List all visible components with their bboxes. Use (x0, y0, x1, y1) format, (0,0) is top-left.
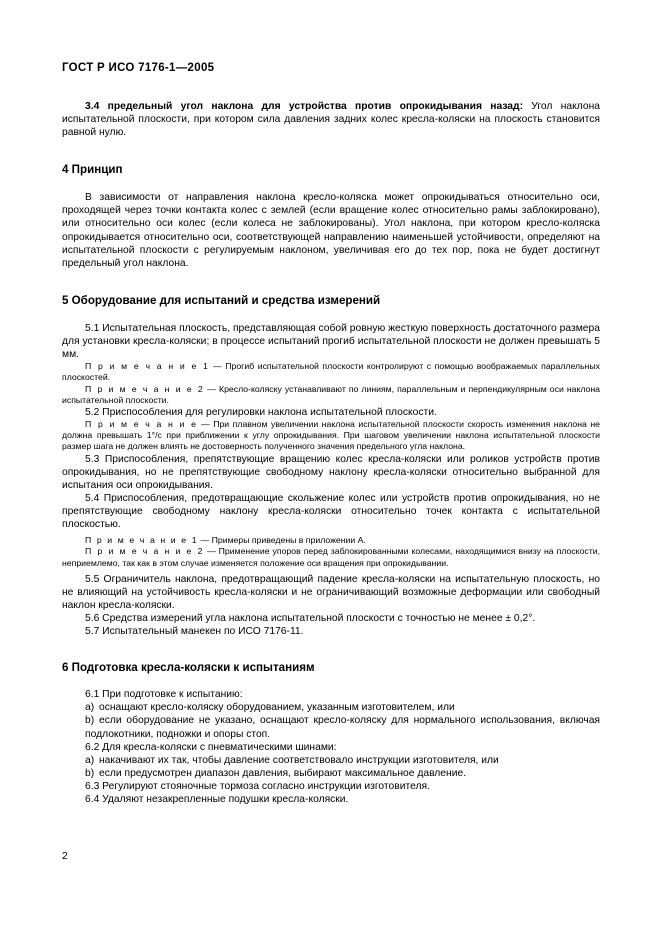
section-6-heading-wrap (62, 661, 600, 675)
section-4-body: В зависимости от направления наклона кресло-коляска может опрокидываться относительно оси, проходящей через точки контакта колес с землей (если вращение колес относительно рамы заблокировано), или относительно оси колес (если колеса не заблокированы). Угол наклона, при котором кресло-коляска опрокидывается относительно оси, соответствующей направлению наименьшей устойчивости, определяют на испытательной плоскости с регулируемым наклоном, увеличивая его до тех пор, пока не будет достигнут предельный угол наклона. (62, 192, 600, 269)
term-3-4-definition: Угол наклона испытательной плоскости, при котором сила давления задних колес кресла-коляски на плоскость становится равной нулю. (62, 101, 601, 139)
note-label: П р и м е ч а н и е (85, 419, 198, 430)
item-5-7: 5.7 Испытательный манекен по ИСО 7176-11. (85, 626, 304, 638)
list-marker: b) (85, 767, 95, 779)
list-marker: a) (85, 754, 95, 766)
item-6-4: 6.4 Удаляют незакрепленные подушки кресла-коляски. (85, 794, 349, 806)
note-5-1-2 (62, 384, 600, 406)
note-text: — Применение упоров перед заблокированными колесами, находящимися внизу на плоскости, неприемлемо, так как в этом случае изменяется положение оси вращения при опрокидывании. (62, 546, 600, 568)
item-5-3: 5.3 Приспособления, препятствующие вращению колес кресла-коляски или роликов устройств против опрокидывания, но не препятствующие свободному наклону кресла-коляски относительно выбранной для испытания оси опрокидывания. (62, 453, 600, 491)
item-6-1: 6.1 При подготовке к испытанию: (85, 689, 243, 701)
list-text: оснащают кресло-коляску оборудованием, указанным изготовителем, или (99, 702, 455, 714)
item-5-5: 5.5 Ограничитель наклона, предотвращающий падение кресла-коляски на испытательную плоскость, но не влияющий на устойчивость кресла-коляски и не ограничивающий возможные деформации или свободный наклон кресла-коляски. (62, 573, 600, 611)
note-text: — Прогиб испытательной плоскости контролируют с помощью воображаемых параллельных плоскостей. (62, 361, 600, 383)
section-6-heading: 6 Подготовка кресла-коляски к испытаниям (62, 661, 315, 675)
page-number: 2 (62, 851, 68, 862)
item-5-1: 5.1 Испытательная плоскость, представляющая собой ровную жесткую поверхность достаточного размера для установки кресла-коляски; в процессе испытаний прогиб испытательной плоскости не должен превышать 5 мм. (62, 322, 600, 361)
item-6-3: 6.3 Регулируют стояночные тормоза согласно инструкции изготовителя. (85, 780, 430, 792)
term-3-4-label: 3.4 предельный угол наклона для устройства против опрокидывания назад: (85, 101, 523, 112)
list-text: если предусмотрен диапазон давления, выбирают максимальное давление. (99, 767, 467, 779)
note-label: П р и м е ч а н и е 2 (85, 546, 204, 557)
list-marker: b) (85, 715, 95, 727)
note-label: П р и м е ч а н и е 2 (85, 383, 205, 394)
running-head: ГОСТ Р ИСО 7176-1—2005 (62, 62, 215, 74)
list-text: если оборудование не указано, оснащают кресло-коляску для нормального использования, включая подлокотники, подножки и опоры стоп. (85, 715, 600, 740)
note-text: — Кресло-коляску устанавливают по линиям, параллельным и перпендикулярным оси наклона испытательной плоскости. (62, 383, 601, 405)
note-label: П р и м е ч а н и е 1 (85, 361, 210, 372)
item-6-2-b (62, 767, 600, 780)
note-text: — При плавном увеличении наклона испытательной плоскости скорость изменения наклона не должна превышать 1°/с при приближении к углу опрокидывания. При шаговом увеличении наклона испытательной плоскости размер шага не должен влиять не достоверность полученного значения предельного угла наклона. (62, 419, 600, 452)
item-6-2: 6.2 Для кресла-коляски с пневматическими шинами: (85, 741, 337, 753)
term-3-4-paragraph (62, 100, 600, 139)
note-5-4-2 (62, 546, 600, 568)
list-text: накачивают их так, чтобы давление соответствовало инструкции изготовителя, или (99, 754, 499, 766)
note-label: П р и м е ч а н и е 1 (85, 535, 199, 546)
item-5-4: 5.4 Приспособления, предотвращающие скольжение колес или устройств против опрокидывания, но не препятствующие свободному наклону кресла-коляски относительно точек контакта с испытательной плоскостью. (62, 492, 600, 531)
section-4-heading-wrap (62, 163, 600, 177)
section-5-heading: 5 Оборудование для испытаний и средства измерений (62, 293, 381, 307)
note-5-2 (62, 419, 600, 453)
item-5-2: 5.2 Приспособления для регулировки наклона испытательной плоскости. (85, 406, 437, 418)
note-5-4-1 (62, 535, 600, 546)
item-6-2-a (62, 754, 600, 767)
page-content (62, 62, 600, 806)
item-6-1-a (62, 701, 600, 714)
note-text: — Примеры приведены в приложении А. (198, 535, 366, 546)
section-4-heading: 4 Принцип (62, 163, 123, 177)
item-6-1-b (62, 714, 600, 740)
note-5-1-1 (62, 361, 600, 383)
section-5-heading-wrap (62, 294, 600, 308)
item-5-6: 5.6 Средства измерений угла наклона испытательной плоскости с точностью не менее ± 0,2°. (85, 613, 536, 625)
list-marker: a) (85, 702, 95, 714)
